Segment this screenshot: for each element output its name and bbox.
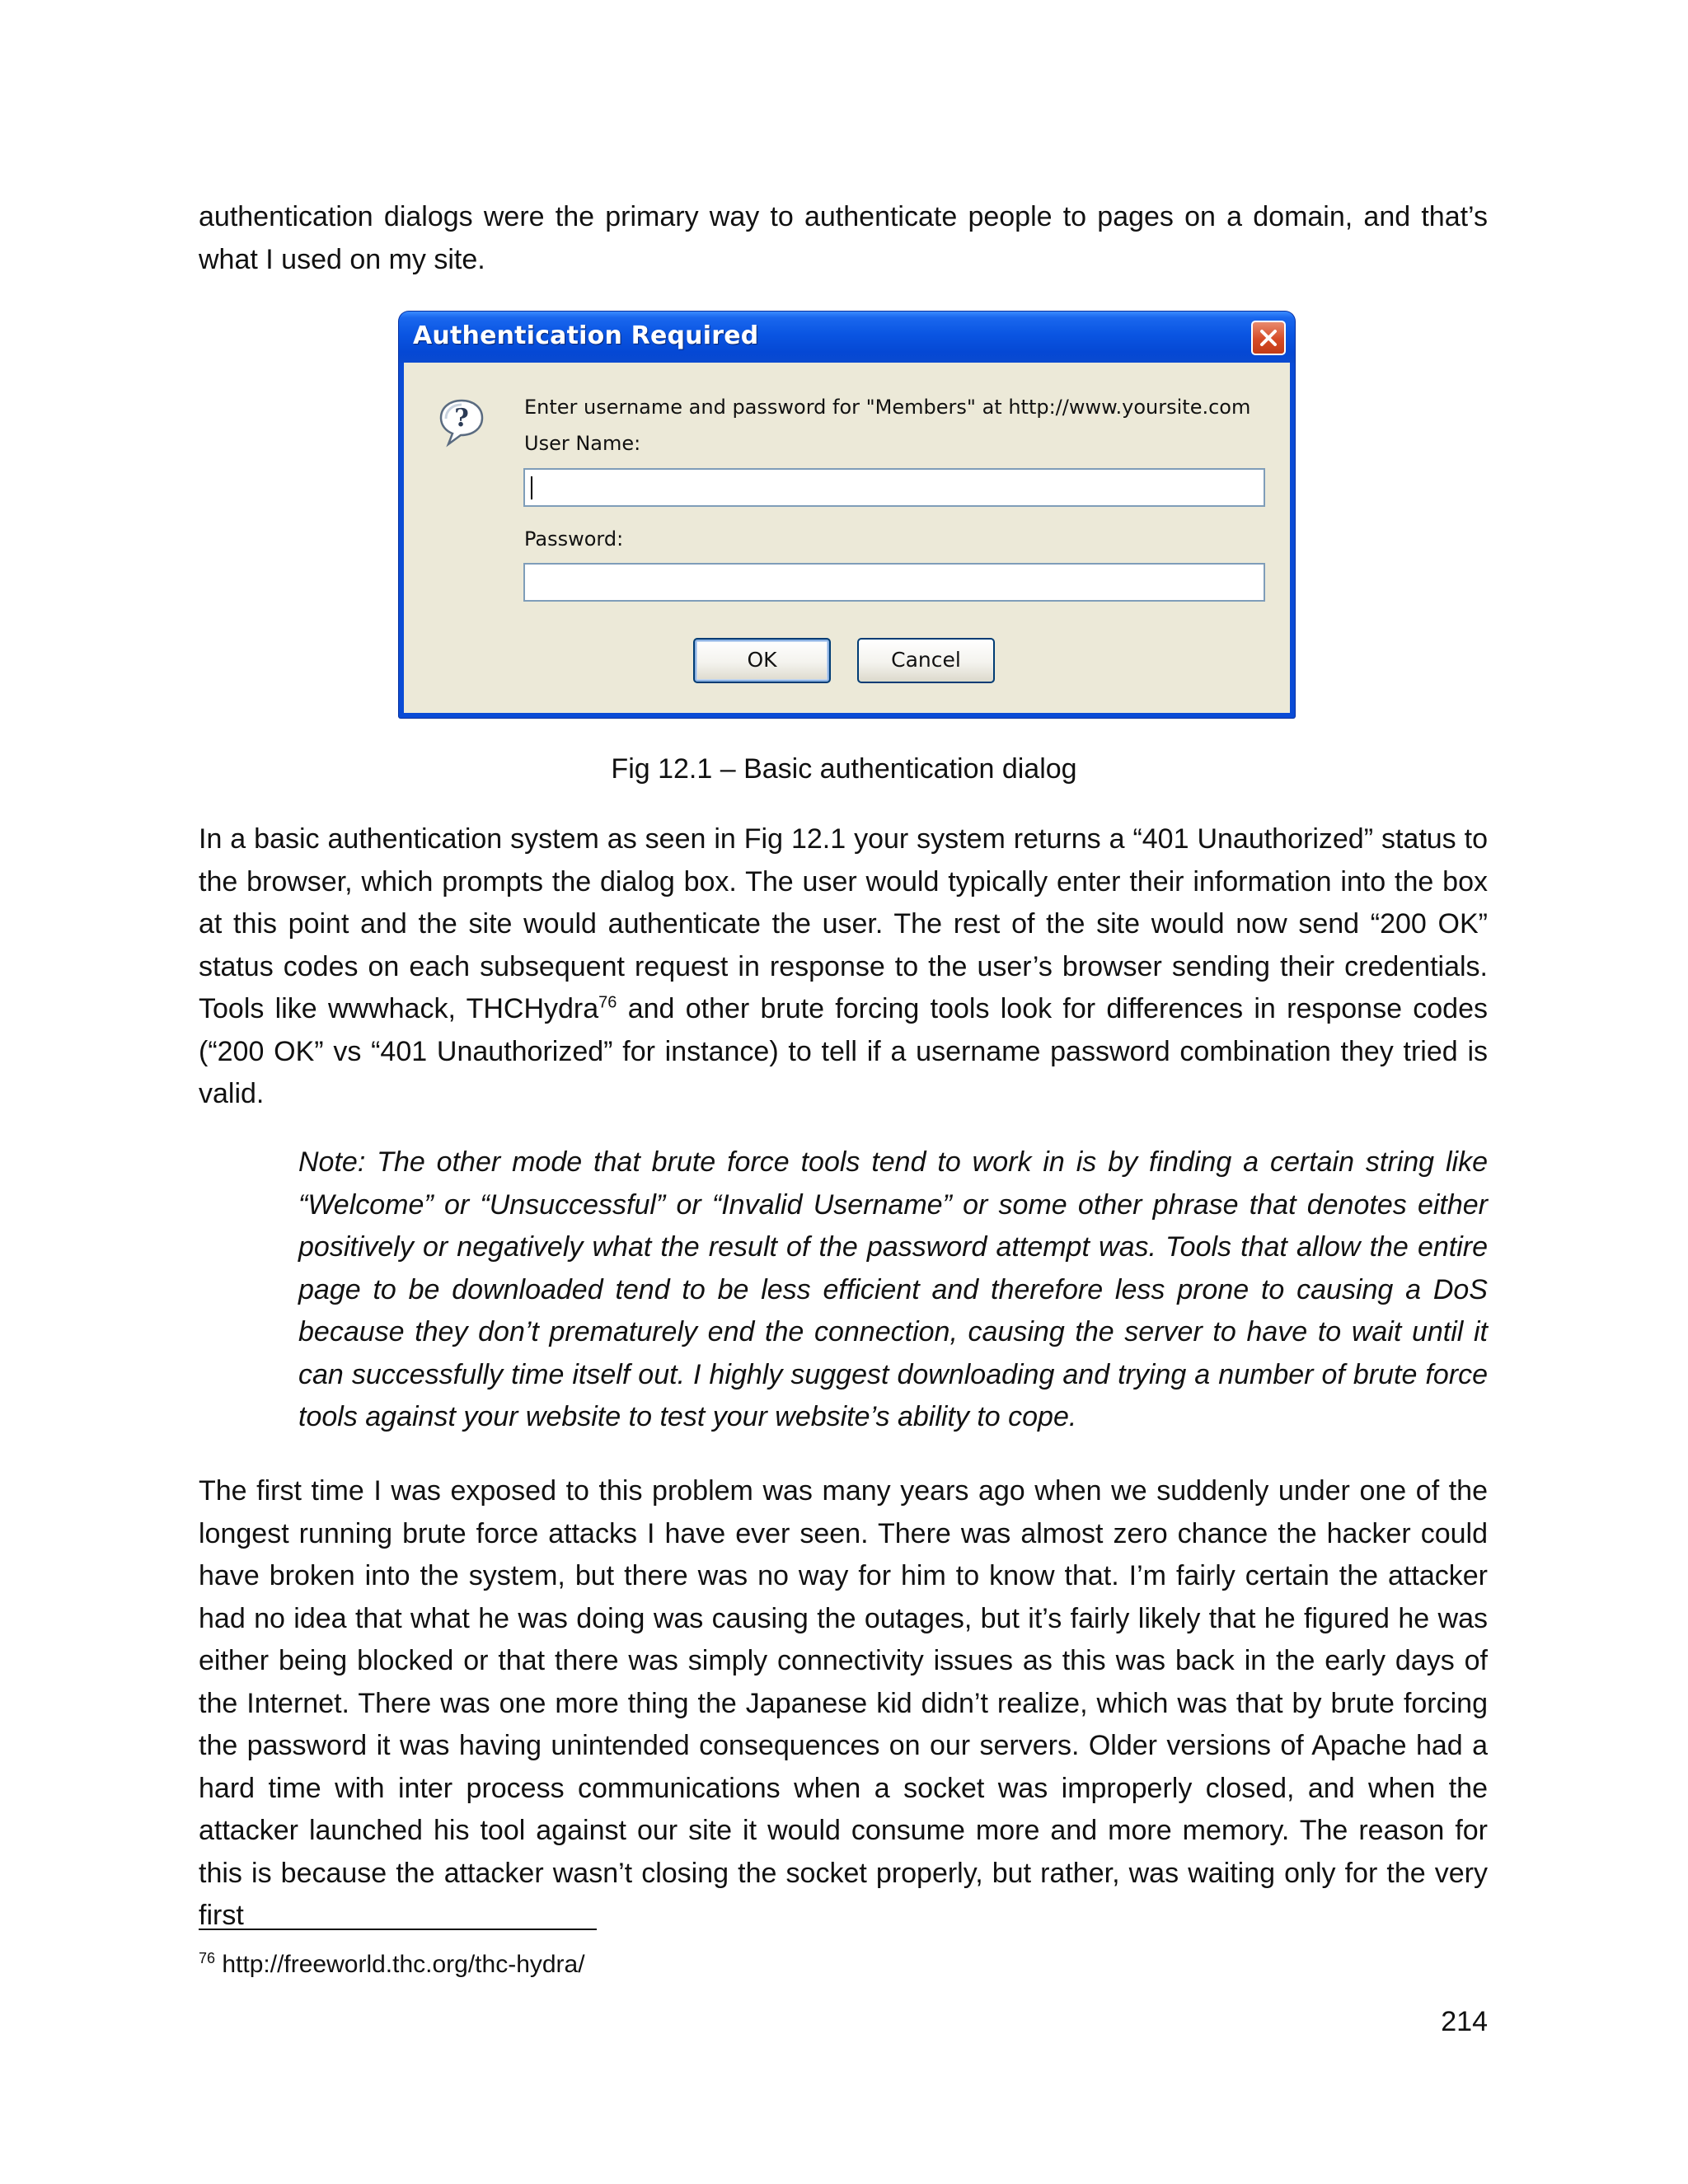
text-cursor [531,476,532,499]
note-paragraph: Note: The other mode that brute force tools tend to work in is by finding a certain string like “Welcome” or “Unsuccessful” or “Invalid Username” or some other phrase that denotes either positively or negatively what the result of the password attempt was. Tools that allow the entire page to be downloaded tend to be less efficient and therefore less prone to causing a DoS because they don’t prematurely end the connection, causing the server to have to wait until it can successfully time itself out. I highly suggest downloading and trying a number of brute force tools against your website to test your website’s ability to cope. [298,1146,1488,1432]
close-icon [1259,328,1278,348]
cancel-button[interactable]: Cancel [857,638,995,683]
basic-auth-text-a: In a basic authentication system as seen in Fig 12.1 your system returns a “401 Unauthorized” status to the browser, which prompts the dialog box. The user would typically enter their information into the box at this point and the site would authenticate the user. The rest of the site would now send “200 OK” status codes on each subsequent request in response to the user’s browser sending their credentials. Tools like wwwhack, THCHydra [199,823,1488,1024]
ok-button[interactable]: OK [693,638,831,683]
dialog-title: Authentication Required [413,321,759,350]
basic-auth-text-b: and other brute forcing tools look for differences in response codes (“200 OK” vs “401 Unauthorized” for instance) to tell if a username password combination they tried is valid. [199,993,1489,1109]
footnote-url: http://freeworld.thc.org/thc-hydra/ [215,1951,585,1978]
footnote [199,1947,585,1983]
basic-auth-paragraph [199,818,1488,1116]
dialog-message: Enter username and password for "Members" at http://www.yoursite.com [524,396,1251,419]
password-label: Password: [524,527,624,551]
dialog-title-bar [399,312,1295,363]
page-number: 214 [1441,2006,1488,2037]
figure-caption: Fig 12.1 – Basic authentication dialog [611,753,1077,785]
svg-text:?: ? [454,404,469,433]
footnote-reference: 76 [598,993,617,1012]
close-button[interactable] [1251,321,1286,355]
auth-dialog-figure [399,312,1295,718]
footnote-divider [199,1929,597,1930]
first-time-paragraph: The first time I was exposed to this problem was many years ago when we suddenly under one of the longest running brute force attacks I have ever seen. There was almost zero chance the hacker could have broken into the system, but there was no way for him to know that. I’m fairly certain the attacker had no idea that what he was doing was causing the outages, but it’s fairly likely that he figured he was either being blocked or that there was simply connectivity issues as this was back in the early days of the Internet. There was one more thing the Japanese kid didn’t realize, which was that by brute forcing the password it was having unintended consequences on our servers. Older versions of Apache had a hard time with inter process communications when a socket was improperly closed, and when the attacker launched his tool against our site it would consume more and more memory. The reason for this is because the attacker wasn’t closing the socket properly, but rather, was waiting only for the very first [199,1475,1488,1931]
intro-paragraph: authentication dialogs were the primary way to authenticate people to pages on a domain, and that’s what I used on my site. [199,201,1488,275]
question-bubble-icon [438,397,485,448]
username-input[interactable] [523,468,1265,507]
footnote-number: 76 [199,1950,216,1966]
username-label: User Name: [524,432,641,455]
password-input[interactable] [523,563,1265,602]
dialog-body [404,363,1290,713]
